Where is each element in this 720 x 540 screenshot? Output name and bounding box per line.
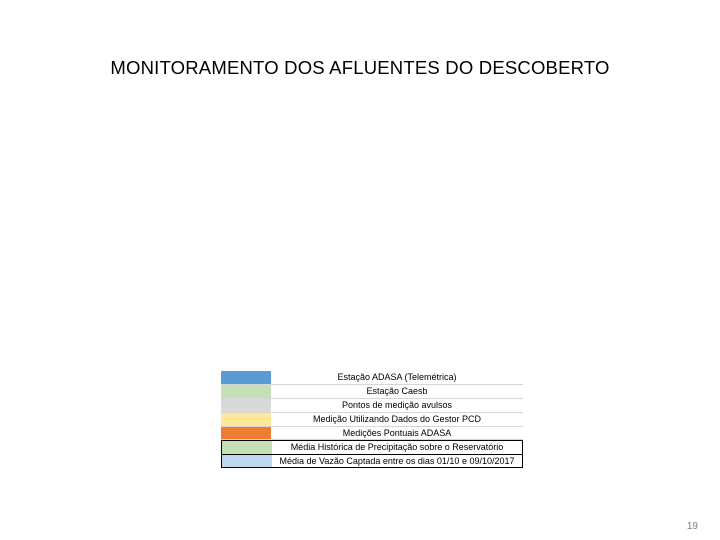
- legend-row-avulsos: [221, 399, 523, 413]
- legend-row-pontuais-adasa: [221, 427, 523, 441]
- page-number: 19: [686, 521, 698, 532]
- legend-table: [221, 371, 523, 468]
- legend-row-precipitacao: [221, 440, 523, 454]
- legend-swatch: [221, 385, 271, 398]
- legend-swatch: [222, 441, 272, 454]
- legend-label: Pontos de medição avulsos: [341, 399, 453, 410]
- legend-label: Estação Caesb: [366, 385, 428, 396]
- legend-label: Estação ADASA (Telemétrica): [337, 372, 457, 382]
- legend-swatch: [221, 399, 271, 412]
- legend-row-caesb: [221, 385, 523, 399]
- legend-label: Medições Pontuais ADASA: [342, 427, 452, 438]
- legend-label: Média de Vazão Captada entre os dias 01/10 e 09/10/2017: [279, 456, 515, 467]
- legend-row-adasa-telemetric: [221, 371, 523, 385]
- legend-label: Média Histórica de Precipitação sobre o Reservatório: [290, 442, 504, 453]
- slide-title: MONITORAMENTO DOS AFLUENTES DO DESCOBERTO: [110, 57, 610, 78]
- legend-swatch: [221, 427, 271, 440]
- legend-row-gestor-pcd: [221, 413, 523, 427]
- legend-swatch: [221, 371, 271, 384]
- legend-swatch: [221, 413, 271, 426]
- legend-label: Medição Utilizando Dados do Gestor PCD: [312, 413, 482, 424]
- legend-swatch: [222, 455, 272, 467]
- legend-row-vazao-captada: [221, 454, 523, 468]
